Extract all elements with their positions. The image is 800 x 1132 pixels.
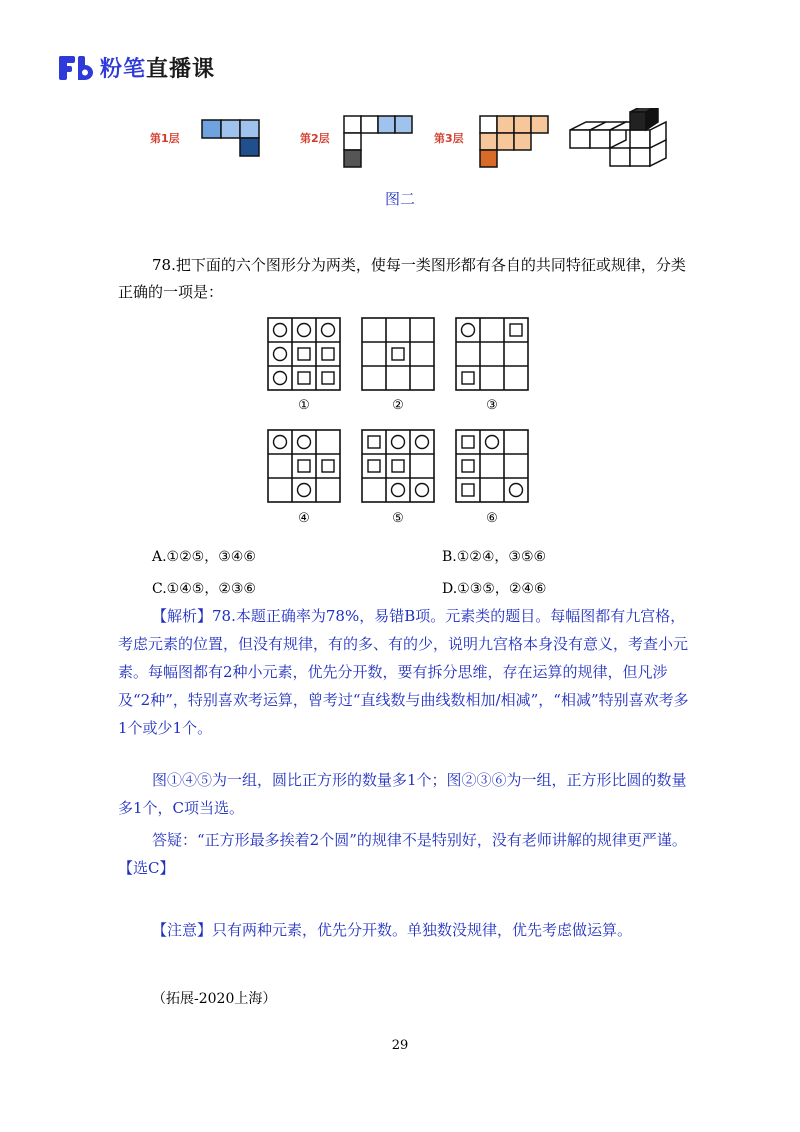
figure-two-caption: 图二 <box>384 190 415 208</box>
question-figures <box>262 316 542 530</box>
figure-5 <box>362 430 434 502</box>
layer-3-label: 第3层 <box>434 132 464 145</box>
figure-two-cube-layers <box>150 108 670 178</box>
analysis-paragraph-3: 答疑：“正方形最多挨着2个圆”的规律不是特别好，没有老师讲解的规律更严谨。【选C】 <box>118 831 687 877</box>
extension-label: （拓展-2020上海） <box>152 991 277 1007</box>
option-c: C.①④⑤，②③⑥ <box>152 581 256 597</box>
figure-5-label: ⑤ <box>392 511 404 526</box>
layer-1-label: 第1层 <box>150 132 180 145</box>
layer-3-grid <box>480 116 548 167</box>
figure-3 <box>456 318 528 390</box>
brand-name: 粉笔 <box>100 57 147 82</box>
analysis-paragraph-2: 图①④⑤为一组，圆比正方形的数量多1个；图②③⑥为一组，正方形比圆的数量多1个，C项当选。 <box>118 771 687 817</box>
figure-6-label: ⑥ <box>486 511 498 526</box>
brand-logo <box>58 52 215 83</box>
figure-4 <box>268 430 340 502</box>
attention-note: 【注意】只有两种元素，优先分开数。单独数没规律，优先考虑做运算。 <box>152 921 633 939</box>
figure-1-label: ① <box>298 398 310 413</box>
option-b: B.①②④，③⑤⑥ <box>442 549 547 565</box>
figure-6 <box>456 430 528 502</box>
stacked-cubes-3d <box>570 108 666 166</box>
layer-1-grid <box>202 120 259 156</box>
layer-2-label: 第2层 <box>300 132 330 145</box>
figure-2-label: ② <box>392 398 404 413</box>
question-stem: 78.把下面的六个图形分为两类，使每一类图形都有各自的共同特征或规律，分类正确的一项是： <box>118 256 686 301</box>
option-a: A.①②⑤，③④⑥ <box>152 549 256 565</box>
figure-3-label: ③ <box>486 398 498 413</box>
figure-4-label: ④ <box>298 511 310 526</box>
brand-suffix: 直播课 <box>146 57 216 82</box>
page-number: 29 <box>391 1038 409 1053</box>
layer-2-grid <box>344 116 412 167</box>
fenbi-logo-icon <box>58 53 94 83</box>
option-d: D.①③⑤，②④⑥ <box>442 581 547 597</box>
figure-2 <box>362 318 434 390</box>
figure-1 <box>268 318 340 390</box>
analysis-paragraph-1: 【解析】78.本题正确率为78%，易错B项。元素类的题目。每幅图都有九宫格，考虑元素的位置，但没有规律，有的多、有的少，说明九宫格本身没有意义，考查小元素。每幅图都有2种小元素，优先分开数，要有拆分思维，存在运算的规律，但凡涉及“2种”，特别喜欢考运算，曾考过“直线数与曲线数相加/相减”，“相减”特别喜欢考多1个或少1个。 <box>118 607 689 737</box>
